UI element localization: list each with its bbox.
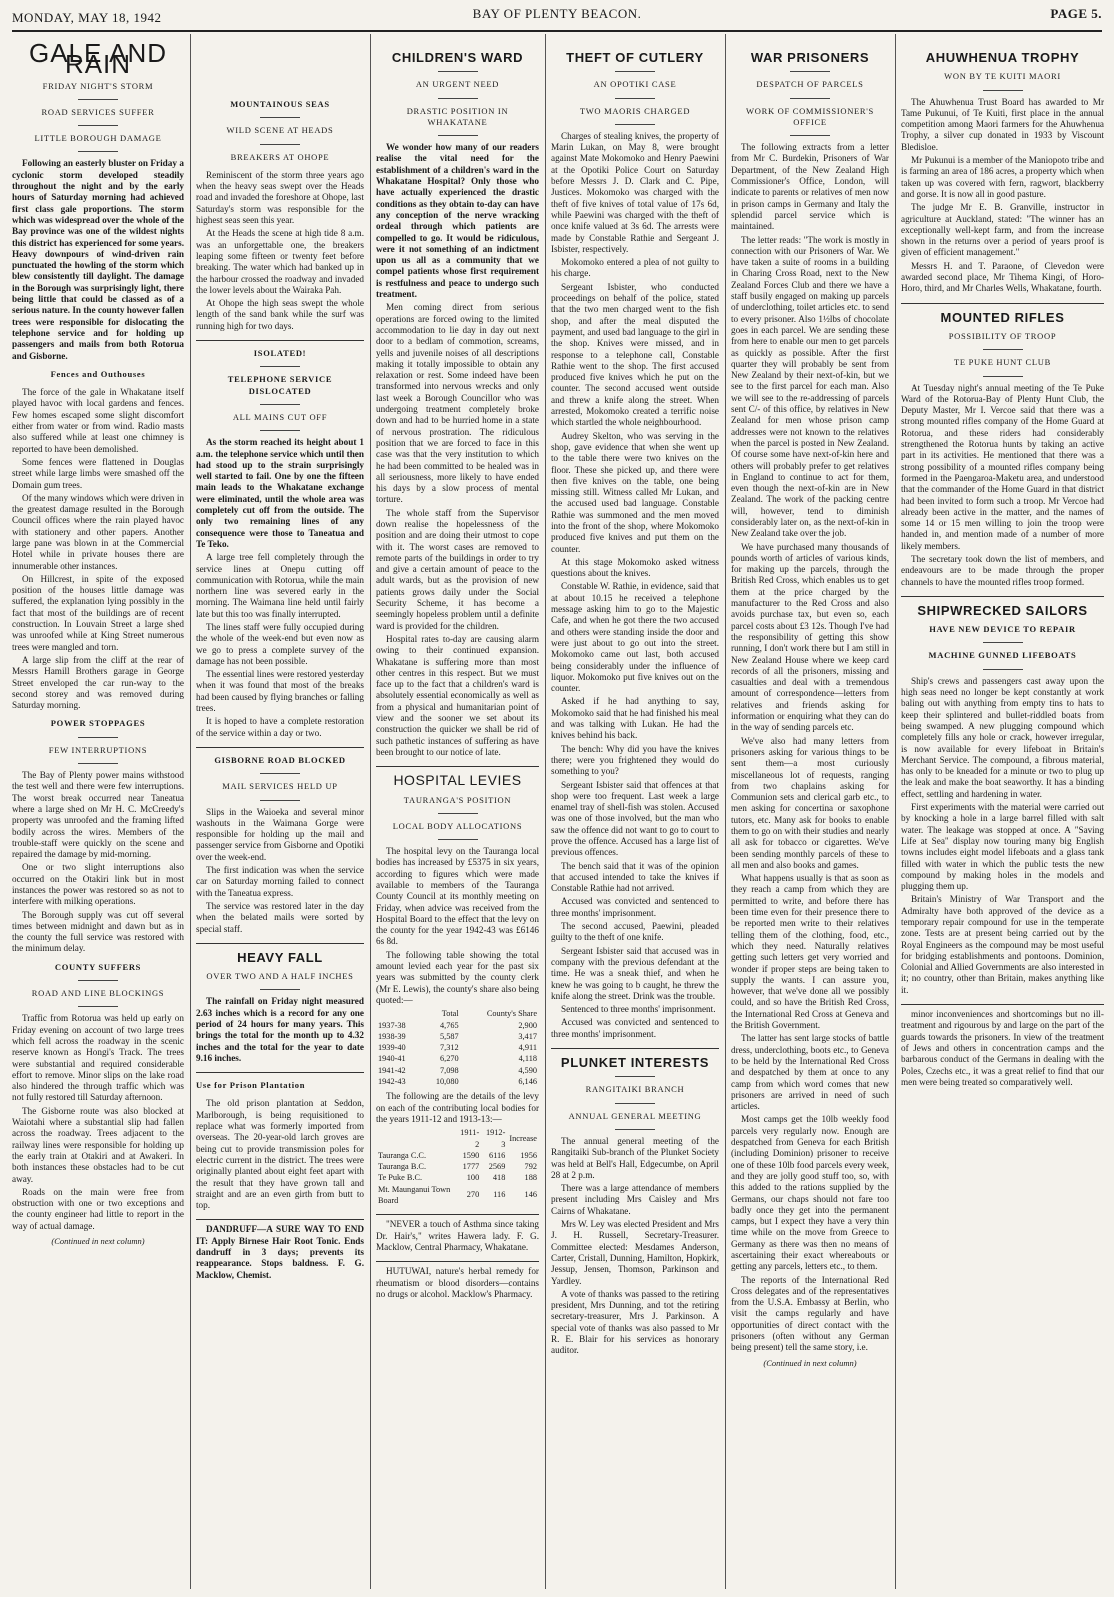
- divider: [260, 404, 300, 405]
- page-number: PAGE 5.: [1050, 6, 1102, 21]
- subhead: LITTLE BOROUGH DAMAGE: [34, 133, 162, 144]
- paragraph: The following extracts from a letter from Mr C. Burdekin, Prisoners of War Department, of the New Zealand High Commissioner's Office, London, will indicate to parents or relatives of men now in prison camps in Germany and Italy the splendid parcel service which is maintained.: [731, 142, 889, 232]
- divider: [438, 98, 478, 99]
- divider: [78, 151, 118, 152]
- table-row: [376, 1150, 539, 1161]
- newspaper-name: BAY OF PLENTY BEACON.: [472, 6, 642, 21]
- paragraph: Ship's crews and passengers cast away upon the high seas need no longer be kept constantly at work baling out with anything from empty tins to hats to keep their splintered and bullet-riddled boats from being swamped. A new plugging compound which completely fills any hole or crack, however irregular, is now available for every lifeboat in Britain's Merchant Service. The compound, a fibrous material, has only to be kneaded for a minute or two to plug up the leak and make the boat seaworthy. It has a binding effect, settling and hardening in water.: [901, 675, 1104, 799]
- paragraph: At Tuesday night's annual meeting of the Te Puke Ward of the Rotorua-Bay of Plenty Hunt Club, the Deputy Master, Mr I. Vercoe said that there was a strong mounted rifles company of the Home Guard at Rotorua, and these riders had considerably strengthened the Rotorua hunts by taking an active part in its activities. He mentioned that there was a strong possibility of a mounted rifles company being formed in the Paengaroa-Maketu area, and understood that the commander of the Home Guard in that district had been invited to form such a troop. Mr Vercoe had already been active in the matter, and the names of some 14 or 15 men willing to join the troop were handed in, and mention made of a number of more likely members.: [901, 382, 1104, 551]
- paragraph: Britain's Ministry of War Transport and the Admiralty have both approved of the device as a temporary repair compound for use in the temperate zone. Tests are at present being carried out by the Royal Engineers as the compound may be most useful for bridging establishments and pontoons. Dominion, Colonial and Allied Governments are also interested in it; no country, other than Britain, makes anything like it.: [901, 894, 1104, 995]
- paragraph: Sergeant Isbister said that offences at that shop were too frequent. Last week a large enamel tray of shell-fish was stolen. Accused was one of those involved, but the man who saw the offence did not want to go to court to prove the offence. Accused has a large list of previous offences.: [551, 779, 719, 858]
- subhead: DESPATCH OF PARCELS: [756, 79, 864, 90]
- paragraph: The whole staff from the Supervisor down realise the hopelessness of the position and are doing their utmost to cope with it. The worst cases are removed to remote parts of the buildings in order to try and give a certain amount of peace to the adult wards, but as the provision of new patients grows daily under the Social Security Scheme, it has become a seemingly hopeless problem until a definite ward is provided for the children.: [376, 507, 539, 631]
- paragraph: A vote of thanks was passed to the retiring president, Mrs Dunning, and tot the retiring secretary-treasurer, Mrs J. Parkinson. A special vote of thanks was also passed to Mr R. E. Blair for his services as honorary auditor.: [551, 1288, 719, 1356]
- article-rule: [196, 747, 364, 748]
- paragraph: A large tree fell completely through the service lines at Onepu cutting off communication with Rotorua, while the main northern line was severed early in the morning. The Waimana line held until fairly late but this too was finally interrupted.: [196, 552, 364, 619]
- headline-shipwrecked-sailors: SHIPWRECKED SAILORS: [917, 602, 1088, 618]
- paragraph: Sergeant Isbister said that accused was in company with the previous defendant at the time. He was a sneak thief, and when he knew he was going to b caught, he threw the knife along the street. Drink was the trouble.: [551, 945, 719, 1001]
- article-rule: [376, 766, 539, 767]
- table-cell: 188: [524, 1173, 537, 1183]
- paragraph: Charges of stealing knives, the property of Marin Lukan, on May 8, were brought against Mate Mokomoko and Henry Paewini at the Opotiki Police Court on Saturday before Messrs J. D. Clark and C. Pipe, Justices. Mokomoko was charged with the theft of five knives of total value of 17s 6d, while Paewini was charged with the theft of once knife valued at 3s 6d. The arrests were made by Constable Rathie and Sergeant J. Isbister, respectively.: [551, 130, 719, 254]
- table-row: [376, 1020, 539, 1031]
- column-header: Increase: [509, 1133, 537, 1143]
- subhead: FRIDAY NIGHT'S STORM: [42, 80, 154, 91]
- table-header: [376, 1008, 539, 1019]
- divider: [260, 144, 300, 145]
- subhead: RANGITAIKI BRANCH: [585, 1084, 685, 1095]
- subhead: WILD SCENE AT HEADS: [226, 125, 334, 136]
- paragraph: The judge Mr E. B. Granville, instructor in agriculture at Auckland, stated: "The winner has an exceptionally well-kept farm, and from the increase shown in the returns over a period of years proof is given of efficient management.": [901, 202, 1104, 258]
- subhead: ROAD SERVICES SUFFER: [41, 106, 155, 117]
- subhead: ANNUAL GENERAL MEETING: [568, 1110, 702, 1121]
- table-cell: Tauranga B.C.: [378, 1162, 427, 1172]
- table-row: [376, 1042, 539, 1053]
- table-row: [376, 1065, 539, 1076]
- table-cell: 1590: [462, 1150, 480, 1160]
- table-cell: 2569: [488, 1162, 506, 1172]
- column-rule: [370, 34, 371, 1589]
- article-rule: [901, 303, 1104, 304]
- table-cell: 3,417: [518, 1031, 537, 1041]
- divider: [615, 1129, 655, 1130]
- divider: [615, 1076, 655, 1077]
- divider: [260, 366, 300, 367]
- article-rule: [551, 1048, 719, 1049]
- subhead: AN OPOTIKI CASE: [593, 79, 677, 90]
- divider: [790, 98, 830, 99]
- article-rule: [196, 1072, 364, 1073]
- table-cell: 6,146: [518, 1077, 537, 1087]
- paragraph: The letter reads: "The work is mostly in connection with our Prisoners of War. We have taken a suite of rooms in a building in Charing Cross Road, next to the New Zealand Forces Club and there we have a staff busily engaged on making up parcels of underclothing, toilet articles etc. to send to every prisoner. Also 1½lbs of chocolate goes in each parcel. We are sending these from here to enable our men to get parcels as quickly as possible. After the first quarter they will probably be sent from New Zealand by their next-of-kin, but we see to the first parcel for each man. Also we will see to the re-addressing of parcels sent C/- of this office, by relatives in New Zealand for men whose prison camp addresses were not known to the relatives when the parcel is posted in New Zealand. Of course some have next-of-kin here and others will probably prefer to get relatives in England to continue to act for them, even though the next-of-kin are in New Zealand. The work of the packing centre will, however, tend to diminish considerably later on, as the next-of-kin in New Zealand take over the job.: [731, 234, 889, 539]
- continued-note: (Continued in next column): [51, 1236, 145, 1247]
- headline-hospital-levies: HOSPITAL LEVIES: [393, 772, 522, 789]
- paragraph: We've also had many letters from prisoners asking for various things to be sent them—a most curiously miscellaneous lot of requests, ranging from two chaplains asking for Communion sets and clerical garb etc., to men asking for concertina or saxophone tutors, etc. Many ask for books to enable them to go on with their studies and nearly all ask for tobacco or cigarettes. We've been sending monthly parcels of these to all men and also books and games.: [731, 735, 889, 870]
- paragraph: Sergeant Isbister, who conducted proceedings on behalf of the police, stated that the two men charged went to the fish shop, and after the meal disputed the payment, and used bad language to the girl in the shop. Knives were missed, and in response to a telephone call, Constable Rathie went to the shop. The first accused produced five knives which he put on the counter. The second accused went outside and threw a knife along the street. When arrested, Mokomoko created a terrific noise which startled the whole neighbourhood.: [551, 281, 719, 428]
- article-rule: [196, 943, 364, 944]
- subhead: BREAKERS AT OHOPE: [230, 151, 330, 162]
- column-header: Total: [441, 1009, 459, 1019]
- headline-gale-and-rain: GALE AND RAIN: [28, 38, 168, 80]
- paragraph: The secretary took down the list of members, and endeavours are to be made through the proper channels to have the mounted rifles troop formed.: [901, 553, 1104, 587]
- column-header: County's Share: [486, 1009, 537, 1019]
- subhead: FEW INTERRUPTIONS: [48, 744, 148, 755]
- column-header: 1912-3: [485, 1128, 506, 1149]
- paragraph: The bench: Why did you have the knives there; were you frightened they would do something to you?: [551, 743, 719, 777]
- divider: [438, 839, 478, 840]
- table-cell: 7,312: [439, 1043, 459, 1053]
- paragraph: Reminiscent of the storm three years ago when the heavy seas swept over the Heads road and invaded the foreshore at Ohope, last Saturday's storm was responsible for the highest seas seen this year.: [196, 169, 364, 226]
- table-cell: 6,270: [439, 1054, 459, 1064]
- paragraph: There was a large attendance of members present including Mrs Caisley and Mrs Cairns of Whakatane.: [551, 1183, 719, 1216]
- table-cell: 1937-38: [378, 1020, 406, 1030]
- divider: [615, 124, 655, 125]
- table-cell: 6116: [489, 1150, 506, 1160]
- subhead: WON BY TE KUITI MAORI: [944, 71, 1061, 82]
- divider: [260, 430, 300, 431]
- table-cell: 2,900: [518, 1020, 537, 1030]
- column-6: [901, 34, 1104, 1589]
- divider: [615, 71, 655, 72]
- subhead: WORK OF COMMISSIONER'S OFFICE: [746, 105, 874, 127]
- table-cell: 146: [524, 1190, 537, 1200]
- paragraph: First experiments with the material were carried out by knocking a hole in a large barrel filled with salt water. The leakage was stopped at once. A "Saving Life at Sea" display now touring many big English towns includes eight model lifeboats and a glass tank filled with water in which the public tests the new compound by making holes in the models and plugging them up.: [901, 802, 1104, 892]
- paragraph: Roads on the main were free from obstruction with one or two exceptions and the county engineer had little to report in the way of actual damage.: [12, 1186, 184, 1231]
- divider: [983, 90, 1023, 91]
- paragraph: Sentenced to three months' imprisonment.: [561, 1004, 716, 1015]
- article-rule: [901, 596, 1104, 597]
- advertisement: "NEVER a touch of Asthma since taking Dr. Hair's," writes Hawera lady. F. G. Macklow, Central Pharmacy, Whakatane.: [376, 1219, 539, 1252]
- table-cell: 4,118: [518, 1054, 537, 1064]
- divider: [983, 669, 1023, 670]
- divider: [78, 125, 118, 126]
- headline-theft-of-cutlery: THEFT OF CUTLERY: [566, 50, 704, 65]
- lead-paragraph: Following an easterly bluster on Friday a cyclonic storm developed steadily throughout the night and by the early hours of Saturday morning had achieved first class gale proportions. The storm which was widespread over the whole of the Bay province was one of the wildest nights this district has experienced for some years. Heavy downpours of wind-driven rain punctuated the howling of the storm which blew consistently till daylight. The damage in the Borough was surprisingly light, there being little that could be classed as of a serious nature. In the county however fallen trees were responsible for dislocating the telephone service and for holding up passengers and mails from both Rotorua and Gisborne.: [12, 158, 184, 361]
- table-cell: Tauranga C.C.: [378, 1150, 427, 1160]
- paragraph: The Ahuwhenua Trust Board has awarded to Mr Tame Pukunui, of Te Kuiti, first place in the annual competition among Maori farmers for the Ahuwhenua Trophy, a silver cup donated in 1933 by Viscount Bledisloe.: [901, 96, 1104, 152]
- divider: [260, 800, 300, 801]
- divider: [78, 980, 118, 981]
- headline: GISBORNE ROAD BLOCKED: [214, 754, 346, 765]
- divider: [983, 376, 1023, 377]
- paragraph: The latter has sent large stocks of battle dress, underclothing, boots etc., to Geneva to be held by the International Red Cross and despatched by them at once to any camp from which word comes that new prisoners are arrived in need of such articles.: [731, 1033, 889, 1112]
- table-cell: 5,587: [439, 1031, 459, 1041]
- paragraph: The Borough supply was cut off several times between midnight and dawn but as in the county the full service was restored with the minimum delay.: [12, 909, 184, 954]
- paragraph: Mokomoko entered a plea of not guilty to his charge.: [551, 257, 719, 279]
- divider: [983, 349, 1023, 350]
- subhead: TAURANGA'S POSITION: [403, 794, 512, 805]
- table-cell: 10,080: [435, 1077, 459, 1087]
- table-row: [376, 1172, 539, 1183]
- advertisement: HUTUWAI, nature's herbal remedy for rheumatism or blood disorders—contains no drugs or alcohol. Macklow's Pharmacy.: [376, 1266, 539, 1299]
- divider: [790, 135, 830, 136]
- paragraph: The annual general meeting of the Rangitaiki Sub-branch of the Plunket Society was held at Bell's Hall, Edgecumbe, on April 28 at 2 p.m.: [551, 1135, 719, 1180]
- divider: [260, 989, 300, 990]
- lead-paragraph: We wonder how many of our readers realise the vital need for the establishment of a children's ward in the Whakatane Hospital? Only those who have actually experienced the drastic conditions as they obtain to-day can have any conception of the nerve wracking ordeal through which patients are compelled to go. It would be ridiculous, were it not something of an indictment upon us all as a community that we compel patients whose first requirement is restfulness and peace to undergo such treatment.: [376, 142, 539, 300]
- paragraph: A large slip from the cliff at the rear of Messrs Hamill Brothers garage in George Street enveloped the car run-way to the second storey and was removed during Saturday morning.: [12, 654, 184, 711]
- divider: [790, 71, 830, 72]
- paragraph: The first indication was when the service car on Saturday morning failed to connect with the Taneatua express.: [196, 865, 364, 898]
- subhead: TWO MAORIS CHARGED: [579, 105, 691, 116]
- headline-war-prisoners: WAR PRISONERS: [750, 50, 870, 65]
- headline: Use for Prison Plantation: [196, 1080, 306, 1091]
- table-cell: Mt. Maunganui Town Board: [378, 1184, 451, 1206]
- levy-table: [376, 1008, 539, 1087]
- subhead: MAIL SERVICES HELD UP: [222, 781, 338, 792]
- subhead: ROAD AND LINE BLOCKINGS: [31, 988, 165, 999]
- subhead: HAVE NEW DEVICE TO REPAIR: [929, 624, 1076, 635]
- headline-heavy-fall: HEAVY FALL: [237, 949, 323, 965]
- paragraph: Audrey Skelton, who was serving in the shop, gave evidence that when she went up to the table there were two knives on the floor. These she picked up, and there were then five knives on the table, one being missing still. Witness called Mr Lukan, and the accused used bad language. Constable Rathie was summoned and the men moved into the front of the shop, where Mokomoko produced five knives and put them on the counter.: [551, 430, 719, 554]
- subhead: COUNTY SUFFERS: [54, 961, 142, 972]
- paragraph: Messrs H. and T. Paraone, of Clevedon were awarded second place, Mr Tihema Kingi, of Horo-Horo, third, and Mr Charles Wells, Whakatane, fourth.: [901, 260, 1104, 294]
- subhead: Fences and Outhouses: [50, 368, 146, 379]
- paragraph: The second accused, Paewini, pleaded guilty to the theft of one knife.: [551, 921, 719, 943]
- headline-plunket-interests: PLUNKET INTERESTS: [560, 1055, 710, 1071]
- paragraph: At the Heads the scene at high tide 8 a.m. was an unforgettable one, the breakers leaping some fifteen or twenty feet before breaking. The water which had banked up in the harbour crossed the roadway and invaded the lower levels about the Wairaka Pah.: [196, 228, 364, 295]
- column-header: 1911-2: [460, 1128, 480, 1149]
- table-cell: 1942-43: [378, 1077, 406, 1087]
- page-header: [12, 4, 1102, 32]
- headline: ISOLATED!: [253, 348, 307, 359]
- table-cell: 100: [466, 1173, 480, 1183]
- paragraph: Traffic from Rotorua was held up early on Friday evening on account of two large trees which fell across the roadway in the scenic reserve known as Hongi's Track. The trees were substantial and required considerable effort to remove. Minor slips on the lake road also hindered the through traffic which was not fully restored till Saturday afternoon.: [12, 1013, 184, 1103]
- table-row: [376, 1161, 539, 1172]
- table-cell: 7,098: [439, 1065, 459, 1075]
- divider: [615, 1103, 655, 1104]
- paragraph: Mr Pukunui is a member of the Maniopoto tribe and is farming an area of 186 acres, a property which when taken up was covered with fern, ragwort, blackberry and gorse. It is now all in good pasture.: [901, 155, 1104, 199]
- levy-detail-table: [376, 1127, 539, 1206]
- lead-paragraph: The rainfall on Friday night measured 2.63 inches which is a record for any one period of 24 hours for many years. This brings the total for the month up to 4.32 inches and the total for the year to date 9.16 inches.: [196, 996, 364, 1063]
- divider: [260, 117, 300, 118]
- divider: [78, 1006, 118, 1007]
- paragraph: Accused was convicted and sentenced to three months' imprisonment.: [551, 1017, 719, 1039]
- paragraph: One or two slight interruptions also occurred on the Otakiri link but in most instances the power was restored so as not to interfere with milking operations.: [12, 862, 184, 907]
- paragraph: The following table showing the total amount levied each year for the past six years was submitted by the county clerk (Mr E. Lewis), the county's share also being quoted:—: [376, 949, 539, 1005]
- article-rule: [196, 1219, 364, 1220]
- paragraph: On Hillcrest, in spite of the exposed position of the houses little damage was suffered, the explanation lying possibly in the fact that most of the buildings are of recent construction. In Louvain Street a large shed was unroofed while at King Street numerous trees were mangled and torn.: [12, 573, 184, 652]
- paragraph: minor inconveniences and shortcomings but no ill-treatment and rigourous by and large on the part of the guards towards the prisoners. In view of the treatment of Jews and others in concentration camps and the barbarous conduct of the Germans in dealing with the Poles, Czechs etc., it was a great relief to find that our men were being treated so comparatively well.: [901, 1009, 1104, 1087]
- table-cell: 1941-42: [378, 1065, 406, 1075]
- column-4: [551, 34, 719, 1589]
- article-rule: [376, 1261, 539, 1262]
- column-rule: [190, 34, 191, 1589]
- article-rule: [901, 1004, 1104, 1005]
- table-cell: 4,911: [518, 1043, 537, 1053]
- paragraph: Mrs W. Ley was elected President and Mrs J. H. Russell, Secretary-Treasurer. Committee elected: Mesdames Anderson, Carter, Cristall, Dunning, Hamilton, Hopkirk, Jessup, Jensen, Thomson, Parkinson and Yardley.: [551, 1219, 719, 1286]
- paragraph: Some fences were flattened in Douglas street while large limbs were smashed off the Domain gum trees.: [12, 456, 184, 490]
- headline-ahuwhenua-trophy: AHUWHENUA TROPHY: [925, 50, 1080, 65]
- headline-childrens-ward: CHILDREN'S WARD: [391, 50, 524, 65]
- paragraph: Hospital rates to-day are causing alarm owing to their continued expansion. Whakatane is suffering more than most other centres in this respect. But we must face up to the fact that a children's ward is absolutely essential economically as well as from a physical and humanitarian point of view and the sooner we set about its construction the quicker we shall be rid of such pathetic instances of suffering as have been brought to our notice of late.: [376, 633, 539, 757]
- column-3: [376, 34, 539, 1589]
- table-header: [376, 1127, 539, 1150]
- divider: [78, 99, 118, 100]
- table-cell: Te Puke B.C.: [378, 1173, 423, 1183]
- paragraph: The essential lines were restored yesterday when it was found that most of the breaks had been caused by flying branches or falling trees.: [196, 669, 364, 714]
- divider: [438, 135, 478, 136]
- paragraph: At Ohope the high seas swept the whole length of the sand bank while the surf was running high for two days.: [196, 298, 364, 331]
- paragraph: The hospital levy on the Tauranga local bodies has increased by £5375 in six years, according to figures which were made available to members of the Tauranga County Council at its monthly meeting on Friday, when advice was received from the Hospital Board to the effect that the levy on the county for the year 1942-43 was £6146 6s 8d.: [376, 846, 539, 947]
- table-cell: 418: [492, 1173, 506, 1183]
- paragraph: The reports of the International Red Cross delegates and of the representatives from the U.S.A. Embassy at Berlin, who visit the camps regularly and have opportunities of direct contact with the prisoners (often without any German being present) tell the same story, i.e.: [731, 1274, 889, 1353]
- table-cell: 792: [524, 1162, 537, 1172]
- paragraph: Accused was convicted and sentenced to three months' imprisonment.: [551, 896, 719, 918]
- headline: MOUNTAINOUS SEAS: [230, 99, 330, 109]
- table-cell: 116: [493, 1190, 506, 1200]
- subhead: ALL MAINS CUT OFF: [232, 411, 328, 422]
- article-rule: [376, 1214, 539, 1215]
- table-cell: 1940-41: [378, 1054, 406, 1064]
- article-rule: [196, 340, 364, 341]
- table-cell: 270: [466, 1190, 480, 1200]
- paragraph: The lines staff were fully occupied during the whole of the week-end but even now as we go to press a complete survey of the damage has not been possible.: [196, 621, 364, 666]
- divider: [438, 813, 478, 814]
- subhead: MACHINE GUNNED LIFEBOATS: [928, 650, 1077, 661]
- column-2: [196, 34, 364, 1589]
- divider: [260, 773, 300, 774]
- divider: [615, 98, 655, 99]
- table-cell: 4,765: [439, 1020, 459, 1030]
- continued-note: (Continued in next column): [763, 1357, 857, 1368]
- subhead: TELEPHONE SERVICE DISLOCATED: [227, 374, 333, 396]
- paragraph: The old prison plantation at Seddon, Marlborough, is being requisitioned to replace what was formerly imported from overseas. The 20-year-old larch groves are being cut to provide transmission poles for electric current in the district. The trees were originally planted about eight feet apart with the result that they have grown tall and straight and are an even girth from butt to top.: [196, 1098, 364, 1211]
- paragraph: The bench said that it was of the opinion that accused intended to take the knives if Constable Rathie had not arrived.: [551, 860, 719, 894]
- table-row: [376, 1053, 539, 1064]
- column-5: [731, 34, 889, 1589]
- table-row: [376, 1031, 539, 1042]
- table-row: [376, 1076, 539, 1087]
- issue-date: MONDAY, MAY 18, 1942: [12, 10, 162, 25]
- paragraph: Slips in the Waioeka and several minor washouts in the Waimana Gorge were responsible for holding up the mail and passenger service from Gisborne and Opotiki over the week-end.: [196, 806, 364, 862]
- table-cell: 1939-40: [378, 1043, 406, 1053]
- paragraph: At this stage Mokomoko asked witness questions about the knives.: [551, 556, 719, 579]
- subhead: DRASTIC POSITION IN WHAKATANE: [406, 105, 509, 127]
- table-cell: 1956: [520, 1150, 537, 1160]
- table-row: [376, 1184, 539, 1207]
- column-1: [12, 34, 184, 1589]
- table-cell: 1777: [462, 1162, 480, 1172]
- subhead: TE PUKE HUNT CLUB: [954, 357, 1051, 368]
- paragraph: The Gisborne route was also blocked at Waiotahi where a substantial slip had fallen across the roadway. Trees adjacent to the railway lines were responsible for holding up the early train at Otakiri and at Awakeri. In both instances these obstacles had to be cut away.: [12, 1105, 184, 1184]
- divider: [983, 642, 1023, 643]
- headline-mounted-rifles: MOUNTED RIFLES: [940, 309, 1065, 325]
- column-rule: [545, 34, 546, 1589]
- table-cell: 4,590: [518, 1065, 537, 1075]
- divider: [78, 763, 118, 764]
- subhead: AN URGENT NEED: [415, 79, 500, 90]
- subhead: POWER STOPPAGES: [50, 718, 146, 729]
- subhead: POSSIBILITY OF TROOP: [948, 330, 1057, 341]
- column-rule: [895, 34, 896, 1589]
- lead-paragraph: As the storm reached its height about 1 a.m. the telephone service which until then had stood up to the strain surprisingly well started to fail. One by one the fifteen main leads to the Whakatane exchange were eliminated, until the whole area was completely cut off from the outside. The only two remaining lines of any consequence were those to Taneatua and Te Teko.: [196, 437, 364, 549]
- subhead: OVER TWO AND A HALF INCHES: [206, 971, 354, 982]
- divider: [78, 737, 118, 738]
- paragraph: Asked if he had anything to say, Mokomoko said that he had finished his meal and was talking with Lukan. He had the knives behind his back.: [551, 696, 719, 741]
- paragraph: Most camps get the 10lb weekly food parcels very regularly now. Enough are despatched from Geneva for each British (including Dominion) prisoner to receive one of these 10lb food parcels every week, and they are jolly good stuff too, so, with this added to the rations supplied by the Germans, our chaps should not fare too badly once they get into the permanent camps, but I expect they have a very thin time while on the move from Greece to Germany as there was then no means of ascertaining their exact whereabouts or getting any parcels, letters etc., to them.: [731, 1114, 889, 1272]
- paragraph: The following are the details of the levy on each of the contributing local bodies for the years 1911-12 and 1913-13:—: [376, 1091, 539, 1124]
- paragraph: Constable W. Rathie, in evidence, said that at about 10.15 he received a telephone message asking him to go to the Majestic Cafe, and when he got there the two accused and others were standing inside the door and were just about to go out into the street. Mokomoko came out last, both accused being considerably under the influence of liquor. Mokomoko put five knives out on the counter.: [551, 581, 719, 694]
- paragraph: Men coming direct from serious operations are forced owing to the limited accommodation to lie day in day out next door to a bedlam of commotion, screams, yells and juvenile noises of all descriptions making it totally impossible to obtain any relaxation or rest. Some indeed have been transformed into nervous wrecks and only last week a Borough Councillor who was undergoing treatment completely broke down and had to be hurried home in a state of nervous prostration. The ridiculous position that we are forced to face in this case was that the very institution to which he had been committed to be healed was in all seriousness, more likely to have ended his days by a slow process of mental torture.: [376, 302, 539, 505]
- paragraph: We have purchased many thousands of pounds worth of articles of various kinds, for making up the parcels, through the British Red Cross, which enables us to get them at the price charged by the manufacturer to the Red Cross and also avoids purchase tax, but even so, each parcel costs about £3 12s. Though I've had the responsibility of getting this show running, I don't work there but I am still in New Zealand House where we keep card records of all the prisoners, missing and casualties and deal with a tremendous amount of correspondence—letters from relatives and friends asking for information or enquiring what they can do in the way of sending parcels etc.: [731, 541, 889, 733]
- paragraph: The force of the gale in Whakatane itself played havoc with local gardens and fences. Few homes escaped some slight discomfort either from water or from wind. Radio masts also suffered while at least one chimney is reported to have been demolished.: [12, 387, 184, 454]
- column-rule: [725, 34, 726, 1589]
- paragraph: What happens usually is that as soon as they reach a camp from which they are permitted to write, and before there has been time even for their presence there to be reported men write to their relatives telling them of the clothing, food, etc., which they need. Naturally relatives getting such letters get very worried and wonder if proper steps are being taken to supply the wants. I can assure you, however, that we've done all we possibly could, and so have the British Red Cross, the International Red Cross at Geneva and the British Government.: [731, 873, 889, 1031]
- subhead: LOCAL BODY ALLOCATIONS: [392, 820, 523, 831]
- divider: [438, 71, 478, 72]
- table-cell: 1938-39: [378, 1031, 406, 1041]
- paragraph: The Bay of Plenty power mains withstood the test well and there were few interruptions. The worst break occurred near Taneatua where a large shed on Mr H. C. McCreedy's property was unroofed and the framing lifted bodily across the wires. Members of the trouble-staff were quickly on the scene and repaired the damage by mid-morning.: [12, 770, 184, 860]
- paragraph: The service was restored later in the day when the belated mails were sorted by special staff.: [196, 900, 364, 934]
- paragraph: It is hoped to have a complete restoration of the service within a day or two.: [196, 716, 364, 738]
- paragraph: Of the many windows which were driven in the greatest damage resulted in the Borough Council offices where the rain played havoc with stationery and other papers. Another large pane was blown in at the Commercial Hotel while in private houses there are innumerable other instances.: [12, 492, 184, 571]
- advertisement: DANDRUFF—A SURE WAY TO END IT: Apply Birnese Hair Root Tonic. Ends dandruff in 3 days; prevents its reappearance. Stops baldness. F. G. Macklow, Chemist.: [196, 1224, 364, 1280]
